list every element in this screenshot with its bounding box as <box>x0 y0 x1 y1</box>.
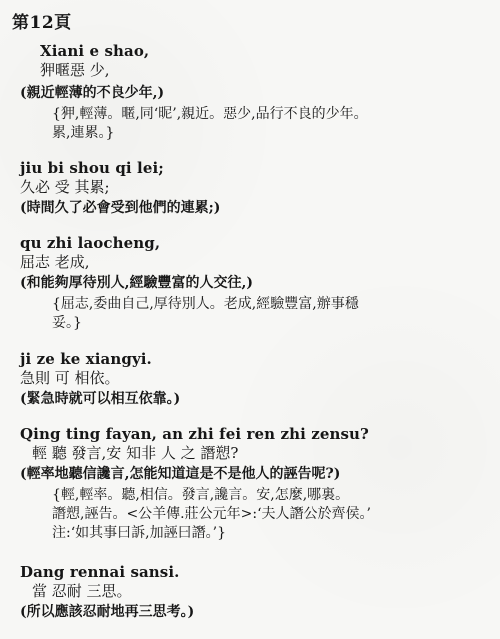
entry-1-pinyin: Xiani e shao, <box>40 42 150 60</box>
entry-6-meaning: (所以應該忍耐地再三思考。) <box>20 604 195 620</box>
entry-5-meaning: (輕率地聽信讒言,怎能知道這是不是他人的誣告呢?) <box>20 466 341 482</box>
entry-5-chinese: 輕 聽 發言,安 知非 人 之 譖愬? <box>32 444 239 462</box>
entry-5-note-3: 注:‘如其事曰訴,加誣曰譖。’} <box>52 525 226 541</box>
entry-1-note-2: 累,連累。} <box>52 125 115 141</box>
entry-5-note-2: 譖愬,誣告。<公羊傳.莊公元年>:‘夫人譖公於齊侯。’ <box>52 506 371 522</box>
page-title: 第12頁 <box>12 13 72 33</box>
entry-6-pinyin: Dang rennai sansi. <box>20 563 180 581</box>
entry-4-meaning: (緊急時就可以相互依靠。) <box>20 391 181 407</box>
entry-4-chinese: 急則 可 相依。 <box>20 369 120 387</box>
entry-3-meaning: (和能夠厚待別人,經驗豐富的人交往,) <box>20 275 253 291</box>
entry-1-meaning: (親近輕薄的不良少年,) <box>20 85 165 101</box>
entry-3-note-2: 妥。} <box>52 315 82 331</box>
entry-5-pinyin: Qing ting fayan, an zhi fei ren zhi zensu? <box>20 425 369 443</box>
entry-3-pinyin: qu zhi laocheng, <box>20 234 161 252</box>
entry-1-chinese: 狎暱惡 少, <box>40 61 110 79</box>
entry-5-note-1: {輕,輕率。聽,相信。發言,讒言。安,怎麼,哪裏。 <box>52 487 350 503</box>
entry-2-chinese: 久必 受 其累; <box>20 178 110 196</box>
entry-6-chinese: 當 忍耐 三思。 <box>32 582 132 600</box>
entry-2-pinyin: jiu bi shou qi lei; <box>20 159 164 177</box>
entry-1-note-1: {狎,輕薄。暱,同‘昵’,親近。惡少,品行不良的少年。 <box>52 106 368 122</box>
entry-4-pinyin: ji ze ke xiangyi. <box>20 350 152 368</box>
entry-3-note-1: {屈志,委曲自己,厚待別人。老成,經驗豐富,辦事穩 <box>52 296 359 312</box>
entry-2-meaning: (時間久了必會受到他們的連累;) <box>20 200 221 216</box>
entry-3-chinese: 屈志 老成, <box>20 253 90 271</box>
